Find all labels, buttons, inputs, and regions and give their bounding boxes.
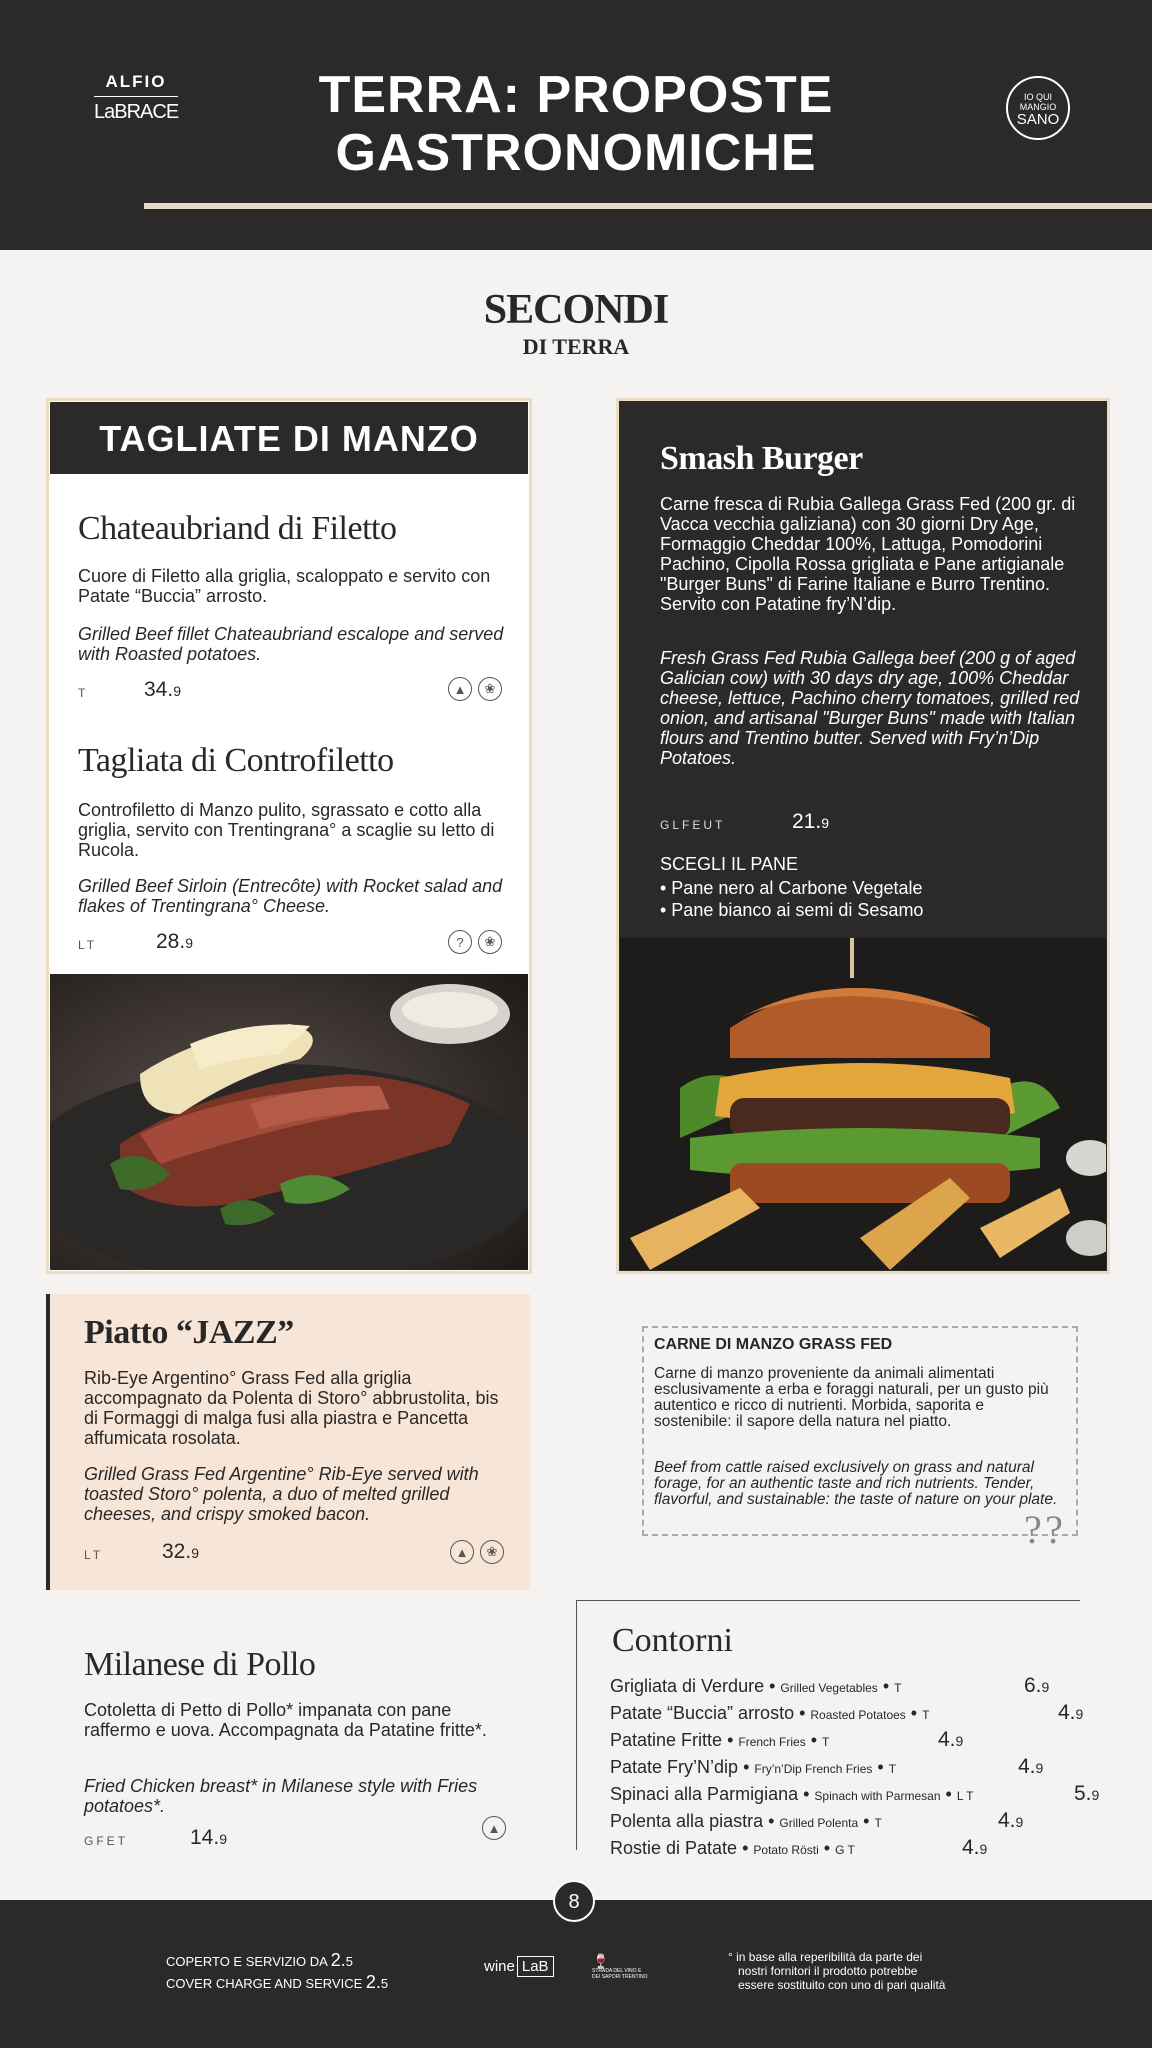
side-dish-price: 4.9 [998,1809,1024,1832]
dish-name: Chateaubriand di Filetto [78,510,397,547]
bottle-icon: ▲ [450,1540,474,1564]
side-dish-row: Spinaci alla Parmigiana • Spinach with Parmesan • L T [610,1784,974,1804]
bottle-icon: ▲ [482,1816,506,1840]
allergen-codes: GFET [84,1834,128,1848]
header-rule [144,203,1152,209]
side-dish-row: Patate Fry’N’dip • Fry’n’Dip French Fries • T [610,1757,897,1777]
cover-charge-en: COVER CHARGE AND SERVICE 2.5 [166,1972,389,1992]
dish-description-en: Fried Chicken breast* in Milanese style with Fries potatoes*. [84,1776,478,1816]
side-dish-price: 4.9 [962,1836,988,1859]
grass-fed-text-it: Carne di manzo proveniente da animali alimentati esclusivamente a erba e foraggi naturali, per un gusto più autentico e ricco di nutrienti. Morbida, saporita e sostenibile: il sapore della natura nel piatto. [654,1365,1049,1430]
side-dish-row: Patatine Fritte • French Fries • T [610,1730,830,1750]
dish-description-it: Carne fresca di Rubia Gallega Grass Fed (200 gr. di Vacca vecchia galiziana) con 30 giorni Dry Age, Formaggio Cheddar 100%, Lattuga, Pomodorini Pachino, Cipolla Rossa grigliata e Pane artigianale "Burger Buns" di Farine Italiane e Burro Trentino. Servito con Patatine fry’N’dip. [660,494,1076,614]
mangio-sano-logo: IO QUI MANGIO SANO [1006,76,1070,140]
tagliate-band: TAGLIATE DI MANZO [50,402,528,474]
dish-name: Smash Burger [660,440,863,477]
grass-fed-text-en: Beef from cattle raised exclusively on grass and natural forage, for an authentic taste and rich nutrients. Tender, flavorful, and sustainable: the taste of nature on your plate. [654,1459,1058,1508]
dish-description-en: Grilled Beef Sirloin (Entrecôte) with Rocket salad and flakes of Trentingrana° Cheese. [78,876,503,916]
allergen-codes: GLFEUT [660,818,726,832]
dish-price: 34.9 [144,678,181,701]
dish-name: Milanese di Pollo [84,1646,316,1683]
side-dish-price: 6.9 [1024,1674,1050,1697]
allergen-codes: LT [78,938,98,952]
dish-description-it: Cotoletta di Petto di Pollo* impanata con pane raffermo e uova. Accompagnata da Patatine fritte*. [84,1700,487,1740]
wheat-icon: ❀ [478,930,502,954]
section-subtitle: DI TERRA [522,334,630,359]
substitution-note: ° in base alla reperibilità da parte dei nostri fornitori il prodotto potrebbe essere sostituito con uno di pari qualità [728,1950,946,1992]
dish-description-it: Rib-Eye Argentino° Grass Fed alla griglia accompagnato da Polenta di Storo° abbrustolita, bis di Formaggi di malga fusi alla piastra e Pancetta affumicata rosolata. [84,1368,499,1448]
dish-price: 32.9 [162,1540,199,1563]
side-dish-price: 5.9 [1074,1782,1100,1805]
bottle-icon: ▲ [448,677,472,701]
wheat-icon: ❀ [478,677,502,701]
wine-glass-icon: 🍷 [592,1953,610,1969]
side-dish-price: 4.9 [1018,1755,1044,1778]
dish-price: 28.9 [156,930,193,953]
contorni-title: Contorni [612,1622,733,1659]
allergen-codes: T [78,686,89,700]
grass-fed-title: CARNE DI MANZO GRASS FED [654,1336,893,1353]
burger-photo [620,938,1106,1270]
side-dish-row: Grigliata di Verdure • Grilled Vegetables • T [610,1676,902,1696]
side-dish-row: Patate “Buccia” arrosto • Roasted Potatoes • T [610,1703,930,1723]
page-number: 8 [553,1880,595,1922]
bread-option: • Pane bianco ai semi di Sesamo [660,900,924,920]
side-dish-price: 4.9 [1058,1701,1084,1724]
section-title: SECONDI [483,287,669,333]
dish-price: 14.9 [190,1826,227,1849]
dish-name: Tagliata di Controfiletto [78,742,394,779]
dish-description-en: Grilled Beef fillet Chateaubriand escalope and served with Roasted potatoes. [78,624,504,664]
side-dish-row: Polenta alla piastra • Grilled Polenta • T [610,1811,882,1831]
dish-name: Piatto “JAZZ” [84,1314,294,1351]
dish-description-it: Controfiletto di Manzo pulito, sgrassato e cotto alla griglia, servito con Trentingrana° a scaglie su letto di Rucola. [78,800,495,860]
side-dish-row: Rostie di Patate • Potato Rösti • G T [610,1838,855,1858]
winelab-logo: wine LaB [484,1956,554,1977]
page-title: TERRA: PROPOSTE GASTRONOMICHE [318,66,834,182]
dish-description-it: Cuore di Filetto alla griglia, scaloppato e servito con Patate “Buccia” arrosto. [78,566,491,606]
allergen-codes: LT [84,1548,104,1562]
steak-photo [50,974,528,1270]
question-icon: ? [448,930,472,954]
dish-price: 21.9 [792,810,829,833]
alfio-labrace-logo: ALFIO LaBRACE [94,72,179,123]
bread-option: • Pane nero al Carbone Vegetale [660,878,923,898]
side-dish-price: 4.9 [938,1728,964,1751]
dish-description-en: Grilled Grass Fed Argentine° Rib-Eye served with toasted Storo° polenta, a duo of melted grilled cheeses, and crispy smoked bacon. [84,1464,479,1524]
cover-charge-it: COPERTO E SERVIZIO DA 2.5 [166,1950,353,1970]
bread-choice-title: SCEGLI IL PANE [660,854,799,874]
question-marks-icon: ? ? [1024,1507,1063,1552]
dish-description-en: Fresh Grass Fed Rubia Gallega beef (200 g of aged Galician cow) with 30 days dry age, 100% Cheddar cheese, lettuce, Pachino cherry tomatoes, grilled red onion, and artisanal "Burger Buns" made with Italian flours and Trentino butter. Served with Fry’n’Dip Potatoes. [660,648,1080,768]
wheat-icon: ❀ [480,1540,504,1564]
strada-vino-logo: 🍷 STRADA DEL VINO E DEI SAPORI TRENTINO [592,1953,648,1980]
